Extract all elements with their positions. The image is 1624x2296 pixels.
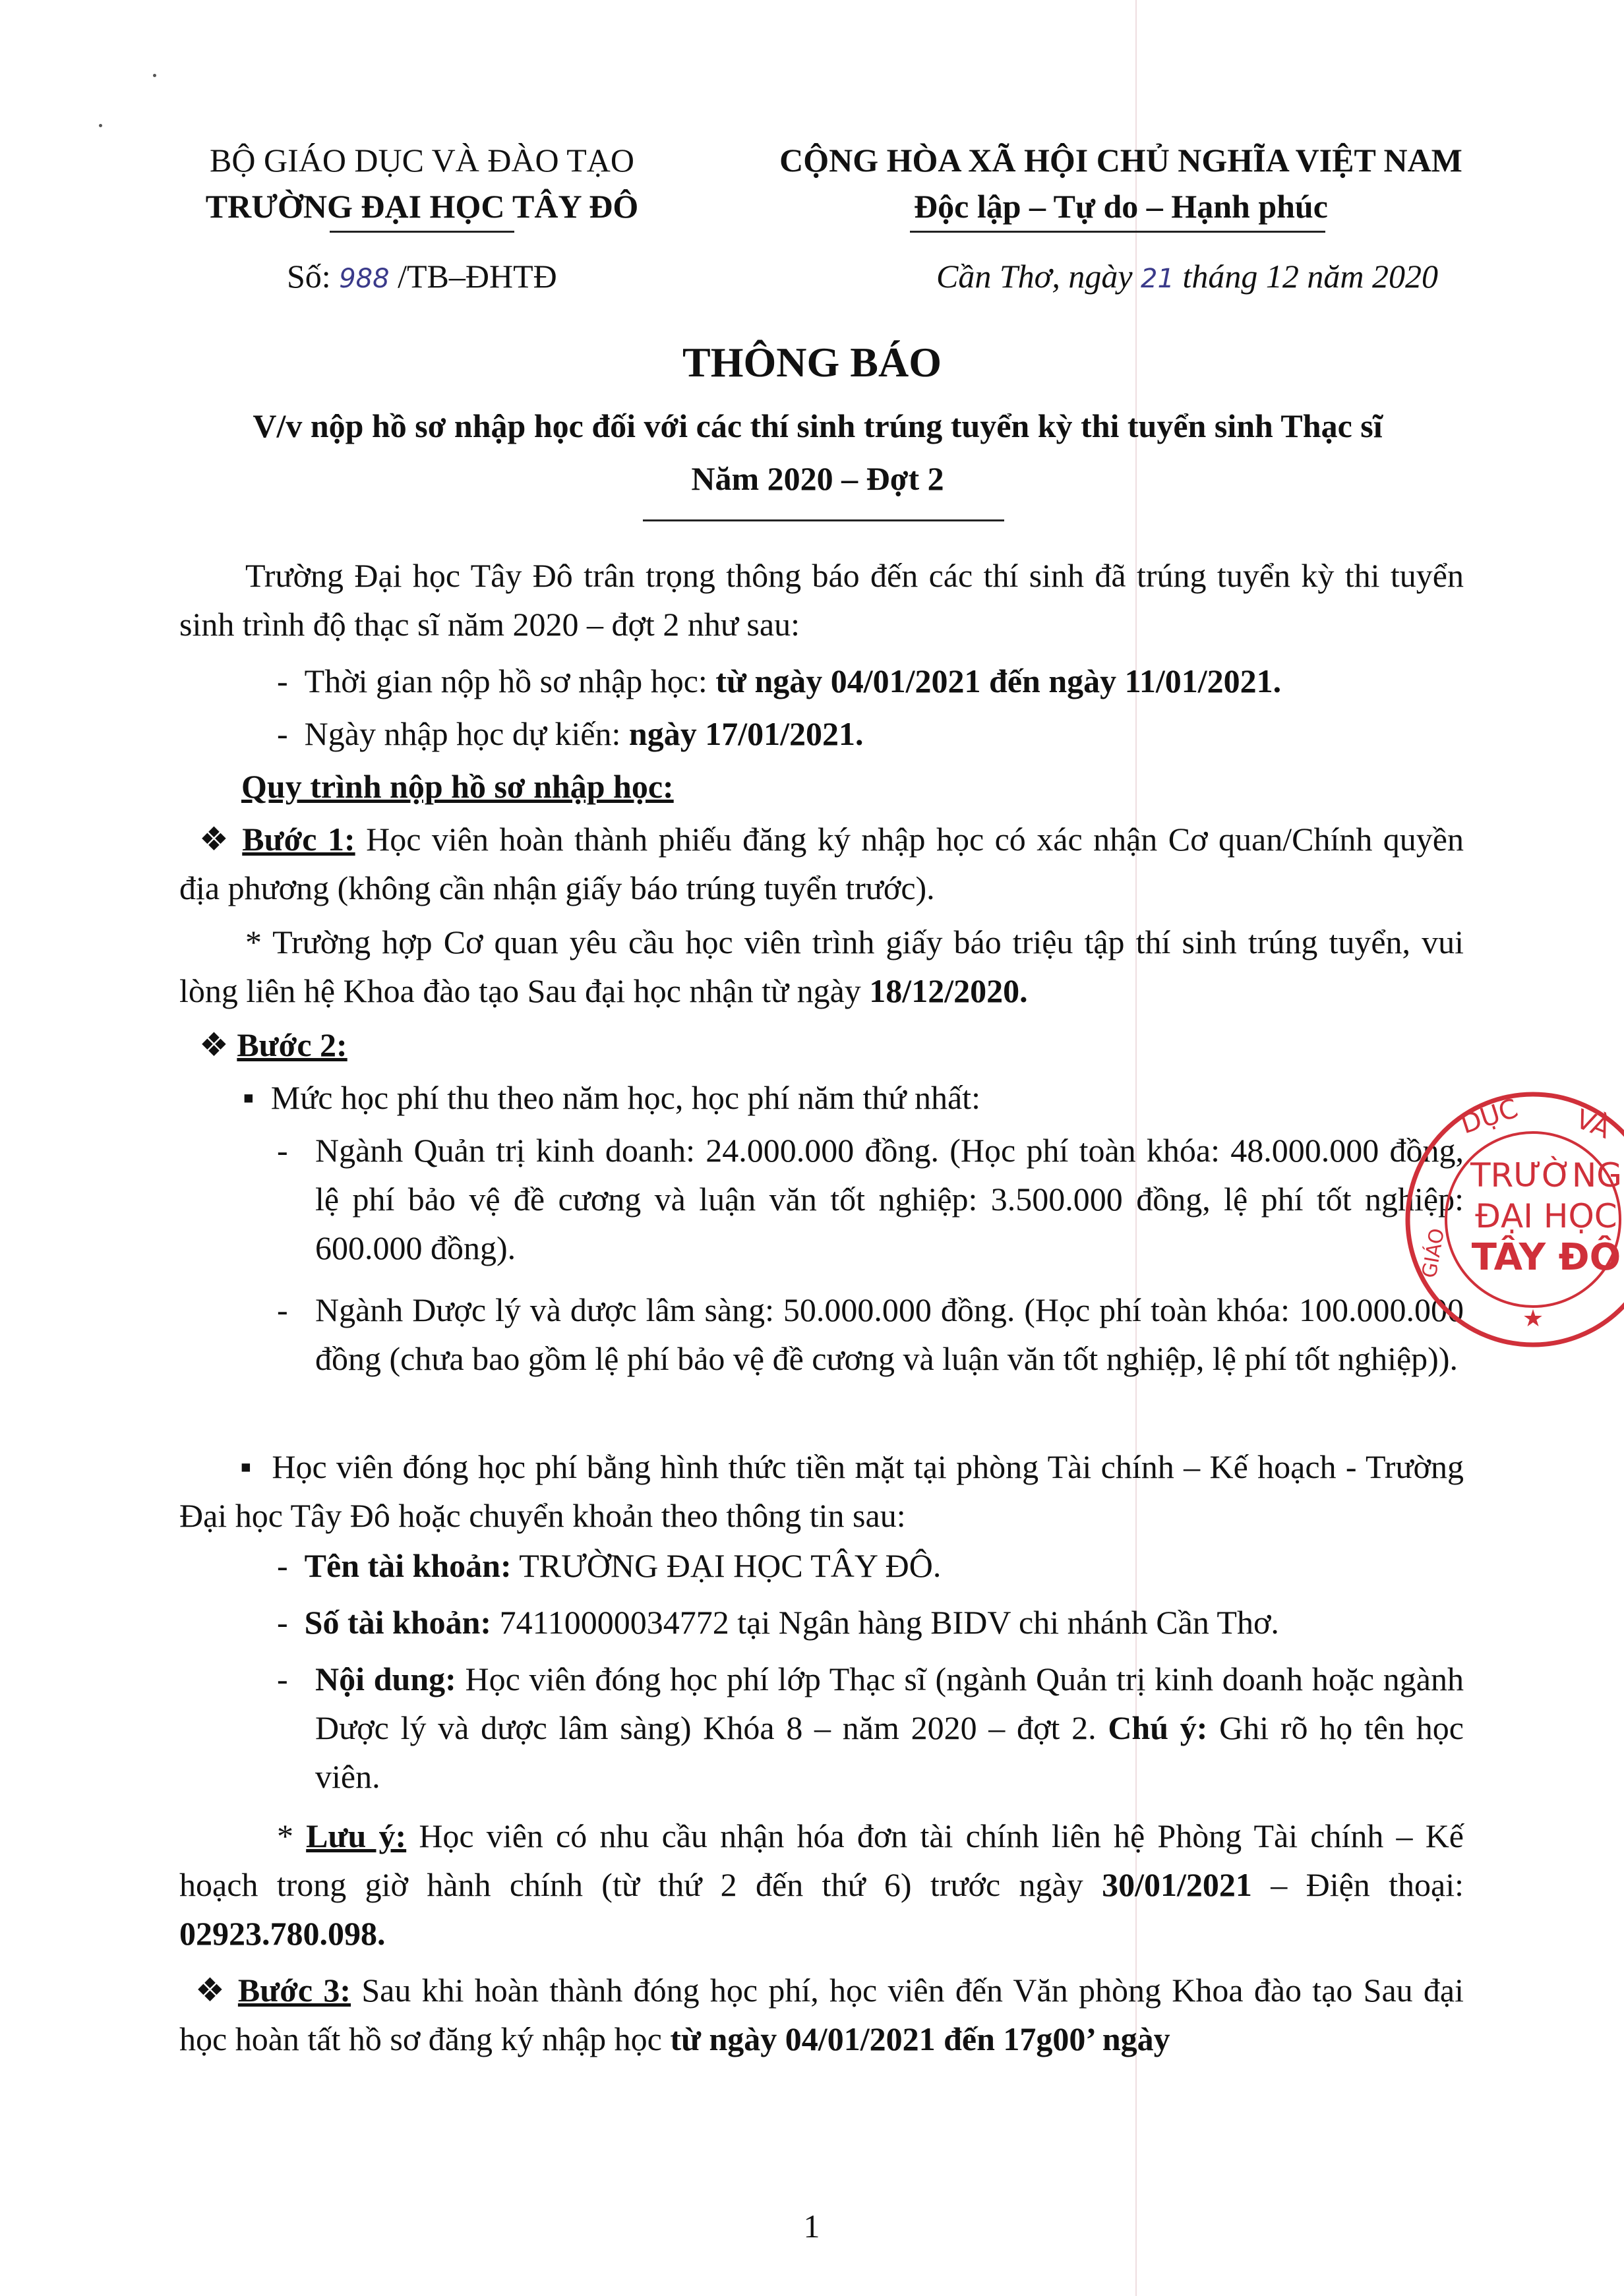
intro-item-label: Thời gian nộp hồ sơ nhập học: [304, 662, 716, 699]
fee-intro-text: Mức học phí thu theo năm học, học phí năm thứ nhất: [270, 1079, 980, 1116]
subject-line-1: V/v nộp hồ sơ nhập học đối với các thí sinh trúng tuyển kỳ thi tuyển sinh Thạc sĩ [253, 407, 1383, 444]
payment-intro-text: Học viên đóng học phí bằng hình thức tiền mặt tại phòng Tài chính – Kế hoạch - Trường Đại học Tây Đô hoặc chuyển khoản theo thông tin sau: [179, 1448, 1464, 1534]
invoice-label: Lưu ý: [306, 1817, 407, 1854]
step2-heading [199, 1020, 347, 1069]
seal-ring-text-left: GIÁO [1418, 1226, 1450, 1280]
national-motto: Độc lập – Tự do – Hạnh phúc [914, 188, 1328, 225]
scan-speck [153, 74, 156, 77]
transfer-content-text: Học viên đóng học phí lớp Thạc sĩ (ngành Quản trị kinh doanh hoặc ngành Dược lý và dược lâm sàng) Khóa 8 – năm 2020 – đợt 2. [315, 1661, 1464, 1746]
diamond-bullet-icon: ❖ [195, 1972, 227, 2009]
fee-item-business: Ngành Quản trị kinh doanh: 24.000.000 đồng. (Học phí toàn khóa: 48.000.000 đồng, lệ phí bảo vệ đề cương và luận văn tốt nghiệp: 3.500.000 đồng, lệ phí tốt nghiệp: 600.000 đồng). [315, 1132, 1464, 1266]
step2-label: Bước 2: [237, 1026, 347, 1063]
payment-intro [179, 1442, 1464, 1540]
list-dash: - [277, 715, 305, 752]
invoice-phone-label: – Điện thoại: [1251, 1866, 1464, 1903]
step1-paragraph [179, 815, 1464, 912]
document-title: THÔNG BÁO [682, 339, 942, 386]
header-left-rule [330, 231, 514, 233]
account-name-label: Tên tài khoản: [304, 1547, 512, 1584]
fee-item-pharmacy: Ngành Dược lý và dược lâm sàng: 50.000.000 đồng. (Học phí toàn khóa: 100.000.000 đồng (chưa bao gồm lệ phí bảo vệ đề cương và luận văn tốt nghiệp, lệ phí tốt nghiệp)). [315, 1291, 1464, 1377]
step3-paragraph [179, 1966, 1464, 2063]
intro-paragraph: Trường Đại học Tây Đô trân trọng thông báo đến các thí sinh đã trúng tuyển kỳ thi tuyển sinh trình độ thạc sĩ năm 2020 – đợt 2 như sau: [179, 557, 1464, 643]
invoice-phone: 02923.780.098. [179, 1915, 386, 1952]
fee-intro [243, 1073, 980, 1122]
seal-star-icon: ★ [1522, 1305, 1544, 1332]
diamond-bullet-icon: ❖ [199, 1026, 229, 1063]
list-dash: - [277, 1547, 305, 1584]
seal-line-1: TRƯỜNG [1470, 1156, 1622, 1194]
intro-item-label: Ngày nhập học dự kiến: [304, 715, 629, 752]
scan-speck [99, 124, 102, 127]
intro-item-enrollment [277, 709, 864, 758]
transfer-content [315, 1655, 1464, 1801]
square-bullet-icon: ▪ [240, 1448, 272, 1485]
ministry-name: BỘ GIÁO DỤC VÀ ĐÀO TẠO [210, 142, 634, 179]
step3-label: Bước 3: [237, 1972, 351, 2009]
university-seal [1401, 1088, 1624, 1351]
invoice-text: Học viên có nhu cầu nhận hóa đơn tài chính liên hệ Phòng Tài chính – Kế hoạch trong giờ hành chính (từ thứ 2 đến thứ 6) trước ngày [179, 1817, 1464, 1903]
diamond-bullet-icon: ❖ [199, 821, 231, 858]
doc-no-suffix: /TB–ĐHTĐ [398, 258, 557, 295]
step3-bold-tail: từ ngày 04/01/2021 đến 17g00’ ngày [670, 2020, 1170, 2057]
intro-item-value: ngày 17/01/2021. [628, 715, 864, 752]
invoice-date: 30/01/2021 [1102, 1866, 1252, 1903]
account-name-row [277, 1541, 941, 1590]
subject-line-2: Năm 2020 – Đợt 2 [691, 460, 944, 497]
seal-line-3: TÂY ĐÔ [1471, 1236, 1621, 1279]
transfer-content-label: Nội dung: [315, 1661, 456, 1697]
invoice-star: * [277, 1817, 307, 1854]
intro-item-submission [277, 657, 1281, 705]
procedure-heading: Quy trình nộp hồ sơ nhập học: [241, 768, 674, 805]
list-dash: - [277, 1604, 305, 1641]
title-rule [643, 519, 1004, 521]
list-dash: - [277, 1661, 288, 1697]
step1-note-text: * Trường hợp Cơ quan yêu cầu học viên trình giấy báo triệu tập thí sinh trúng tuyển, vui lòng liên hệ Khoa đào tạo Sau đại học nhận từ ngày [179, 924, 1464, 1009]
invoice-note [179, 1811, 1464, 1958]
list-dash: - [277, 662, 305, 699]
square-bullet-icon: ▪ [243, 1079, 271, 1116]
list-dash: - [277, 1132, 288, 1169]
university-name: TRƯỜNG ĐẠI HỌC TÂY ĐÔ [205, 188, 639, 225]
seal-ring-text-right: VÀ [1571, 1104, 1615, 1145]
list-dash: - [277, 1291, 288, 1328]
header-right-rule [910, 231, 1325, 233]
seal-ring-text-top: DỤC [1457, 1093, 1522, 1140]
step3-text: Sau khi hoàn thành đóng học phí, học viên đến Văn phòng Khoa đào tạo Sau đại học hoàn tất hồ sơ đăng ký nhập học [179, 1972, 1464, 2057]
date-day-handwritten: 21 [1141, 264, 1174, 294]
date-prefix: Cần Thơ, ngày [936, 258, 1133, 295]
step1-note [179, 918, 1464, 1015]
step1-label: Bước 1: [242, 821, 355, 858]
seal-line-2: ĐẠI HỌC [1475, 1197, 1617, 1235]
intro-item-value: từ ngày 04/01/2021 đến ngày 11/01/2021. [715, 662, 1282, 699]
doc-no-label: Số: [287, 258, 331, 295]
transfer-note-label: Chú ý: [1108, 1709, 1208, 1746]
page-number: 1 [803, 2208, 820, 2245]
account-name-value: TRƯỜNG ĐẠI HỌC TÂY ĐÔ. [511, 1547, 942, 1584]
step1-note-date: 18/12/2020. [869, 972, 1028, 1009]
account-number-value: 74110000034772 tại Ngân hàng BIDV chi nhánh Cần Thơ. [491, 1604, 1279, 1641]
account-number-row [277, 1598, 1279, 1647]
document-number [287, 252, 557, 303]
issue-date [936, 252, 1438, 303]
step1-text: Học viên hoàn thành phiếu đăng ký nhập học có xác nhận Cơ quan/Chính quyền địa phương (không cần nhận giấy báo trúng tuyển trước). [179, 821, 1464, 906]
country-name: CỘNG HÒA XÃ HỘI CHỦ NGHĨA VIỆT NAM [779, 142, 1462, 179]
doc-no-handwritten: 988 [339, 264, 390, 294]
transfer-note-text: Ghi rõ họ tên học viên. [315, 1709, 1464, 1795]
date-suffix: tháng 12 năm 2020 [1182, 258, 1438, 295]
account-number-label: Số tài khoản: [304, 1604, 492, 1641]
